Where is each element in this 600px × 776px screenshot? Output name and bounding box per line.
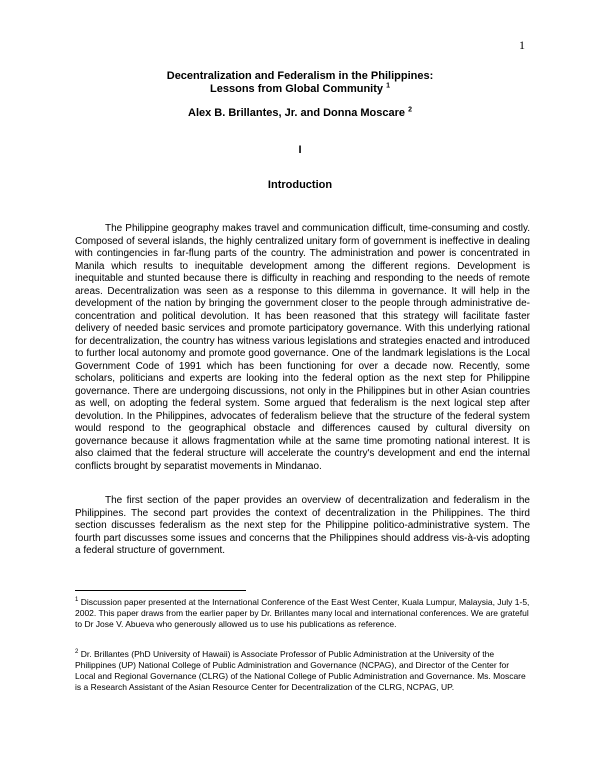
- body-paragraph-1: The Philippine geography makes travel and communication difficult, time-consuming and costly. Composed of several islands, the highly centralized unitary form of government is ineffective in dealing with contingencies in far-flung parts of the country. The administration and power is concentrated in Manila which results to inequitable development among the different regions. Development is inequitable and stunted because there is difficulty in reaching and responding to the needs of remote areas. Decentralization was seen as a response to this dilemma in governance. It will help in the development of the nation by bringing the government closer to the people through administrative de-concentration and political devolution. It has been reasoned that this strategy will facilitate faster delivery of needed basic services and promote participatory governance. With this underlying rational for decentralization, the country has witness various legislations and strategies enacted and introduced to further local autonomy and promote good governance. One of the landmark legislations is the Local Government Code of 1991 which has been functioning for over a decade now. Recently, some scholars, politicians and experts are looking into the federal option as the next step for Philippine governance. There are undergoing discussions, not only in the Philippines but in other Asian countries as well, on adopting the federal system. Some argued that federalism is the next logical step after devolution. In the Philippines, advocates of federalism believe that the structure of the federal system would respond to the geographical obstacle and differences caused by cultural diversity on governance because it allows fragmentation while at the same time promoting national interest. It is also claimed that the federal structure will accelerate the country's development and end the internal conflicts brought by separatist movements in Mindanao.: [75, 223, 530, 472]
- page-number: 1: [519, 38, 525, 52]
- author-footnote-ref[interactable]: 2: [408, 106, 412, 114]
- author-names: Alex B. Brillantes, Jr. and Donna Moscare: [188, 107, 406, 119]
- section-heading: Introduction: [267, 179, 333, 191]
- paper-title-line1: Decentralization and Federalism in the Philippines:: [166, 70, 434, 82]
- body-paragraph-2: The first section of the paper provides an overview of decentralization and federalism in the Philippines. The second part provides the context of decentralization in the Philippines. The third section discusses federalism as the next step for the Philippine politico-administrative system. The fourth part discusses some issues and concerns that the Philippines should address vis-à-vis adopting a federal structure of government.: [75, 495, 530, 556]
- footnote-2-text: Dr. Brillantes (PhD University of Hawaii) is Associate Professor of Public Administration at the University of the Philippines (UP) National College of Public Administration and Governance (NCPAG), and Director of the Center for Local and Regional Governance (CLRG) of the National College of Public Administration and Governance. Ms. Moscare is a Research Assistant of the Asian Resource Center for Decentralization of the CLRG, NCPAG, UP.: [75, 649, 526, 692]
- section-number: I: [298, 144, 302, 156]
- footnote-2-mark: 2: [75, 649, 79, 656]
- paper-title: [0, 70, 600, 96]
- author-line: [0, 107, 600, 120]
- footnote-1-text: Discussion paper presented at the International Conference of the East West Center, Kuala Lumpur, Malaysia, July 1-5, 2002. This paper draws from the earlier paper by Dr. Brillantes many local and international conferences. We are grateful to Dr Jose V. Abueva who generously allowed us to use his publications as reference.: [75, 597, 530, 629]
- footnote-2: [75, 649, 530, 693]
- footnote-1: [75, 597, 530, 630]
- title-footnote-ref[interactable]: 1: [386, 82, 390, 90]
- footnote-divider: [75, 590, 246, 591]
- footnote-1-mark: 1: [75, 597, 79, 604]
- paper-title-line2: [0, 83, 600, 96]
- paper-title-line2-text: Lessons from Global Community: [210, 83, 383, 95]
